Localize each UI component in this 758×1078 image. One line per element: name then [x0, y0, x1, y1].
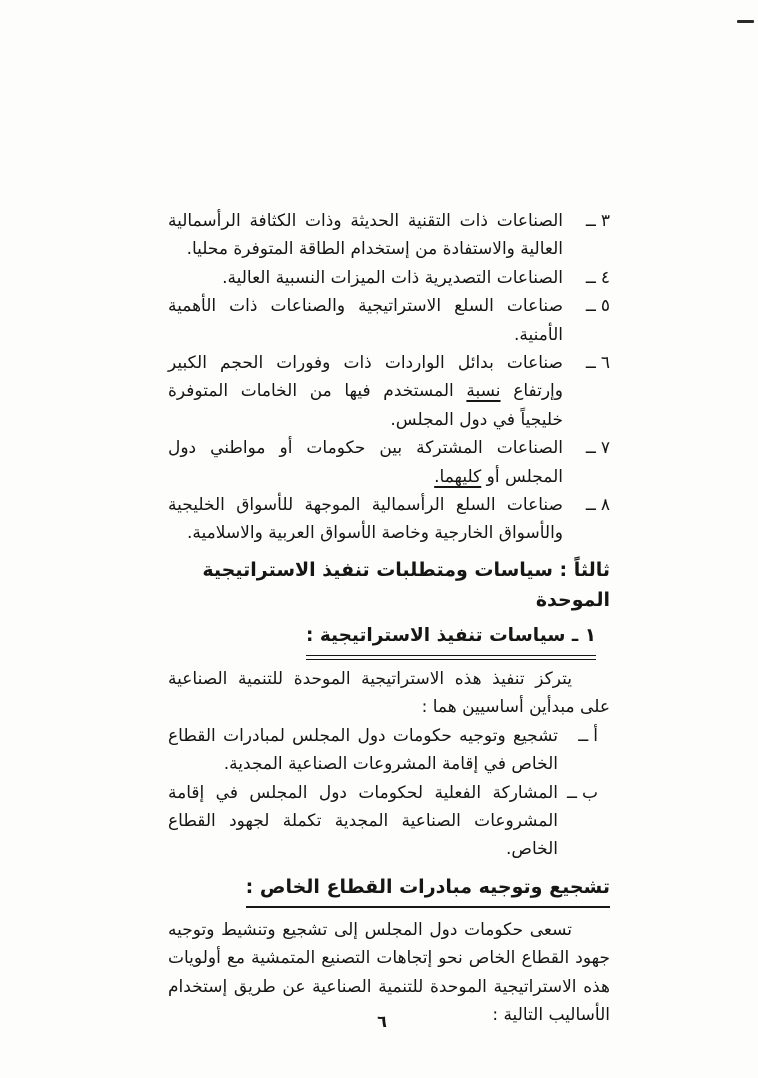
numbered-item-3	[168, 207, 610, 264]
numbered-item-7	[168, 434, 610, 491]
item-dash: ــ	[585, 211, 596, 231]
numbered-item-8	[168, 491, 610, 548]
numbered-item-4	[168, 264, 610, 292]
paragraph-private-sector-role: تسعى حكومات دول المجلس إلى تشجيع وتنشيط وتوجيه جهود القطاع الخاص نحو إتجاهات التصنيع المتمشية مع أولويات هذه الاستراتيجية الموحدة للتنمية الصناعية عن طريق إستخدام الأساليب التالية :	[168, 919, 610, 1025]
item-dash: ــ	[585, 495, 596, 516]
item-text: الصناعات التصديرية ذات الميزات النسبية العالية.	[222, 267, 563, 288]
underlined-word: نسبة	[466, 381, 501, 402]
page-corner-dash	[737, 20, 754, 23]
underlined-word: كليهما.	[434, 466, 482, 487]
item-letter: ب ــ	[558, 779, 598, 807]
page-number: ٦	[377, 1012, 387, 1031]
section-heading-third: ثالثاً : سياسات ومتطلبات تنفيذ الاستراتيجية الموحدة	[202, 558, 610, 611]
subsection-heading-text: ١ ـ سياسات تنفيذ الاستراتيجية :	[306, 621, 596, 656]
item-number: ٨ ــ	[563, 491, 610, 519]
item-text: الصناعات المشتركة بين حكومات أو مواطني دول المجلس أو كليهما.	[168, 438, 563, 487]
lettered-item-b	[168, 779, 598, 864]
item-number: ٧ ــ	[563, 434, 610, 462]
heading-text: تشجيع وتوجيه مبادرات القطاع الخاص :	[246, 872, 610, 908]
paragraph-implementation-intro: يتركز تنفيذ هذه الاستراتيجية الموحدة للتنمية الصناعية على مبدأين أساسيين هما :	[168, 668, 610, 718]
item-dash: ــ	[585, 438, 596, 459]
item-number: ٥ ــ	[563, 292, 610, 320]
item-dash: ــ	[585, 353, 596, 374]
item-letter: أ ــ	[558, 722, 598, 750]
item-dash: ــ	[578, 725, 589, 746]
subsection-heading-policies	[168, 621, 596, 656]
item-dash: ــ	[567, 782, 577, 803]
document-body	[168, 207, 610, 1029]
numbered-item-6	[168, 349, 610, 434]
item-number: ٤ ــ	[563, 264, 610, 292]
item-number: ٦ ــ	[563, 349, 610, 377]
item-text: صناعات بدائل الواردات ذات وفورات الحجم الكبير وإرتفاع نسبة المستخدم فيها من الخامات المتوفرة خليجياً في دول المجلس.	[168, 353, 563, 430]
item-text: صناعات السلع الاستراتيجية والصناعات ذات الأهمية الأمنية.	[168, 296, 563, 345]
item-number: ٣ ــ	[563, 207, 610, 235]
item-text: صناعات السلع الرأسمالية الموجهة للأسواق الخليجية والأسواق الخارجية وخاصة الأسواق العربية والاسلامية.	[168, 495, 563, 544]
item-dash: ــ	[585, 267, 596, 288]
item-text: الصناعات ذات التقنية الحديثة وذات الكثافة الرأسمالية العالية والاستفادة من إستخدام الطاقة المتوفرة محليا.	[168, 211, 563, 260]
heading-encourage-private-sector	[168, 872, 610, 908]
item-text: تشجيع وتوجيه حكومات دول المجلس لمبادرات القطاع الخاص في إقامة المشروعات الصناعية المجدية.	[168, 725, 558, 775]
item-dash: ــ	[585, 296, 596, 317]
item-text: المشاركة الفعلية لحكومات دول المجلس في إقامة المشروعات الصناعية المجدية تكملة لجهود القطاع الخاص.	[168, 782, 558, 860]
numbered-item-5	[168, 292, 610, 349]
lettered-item-a	[168, 722, 598, 779]
